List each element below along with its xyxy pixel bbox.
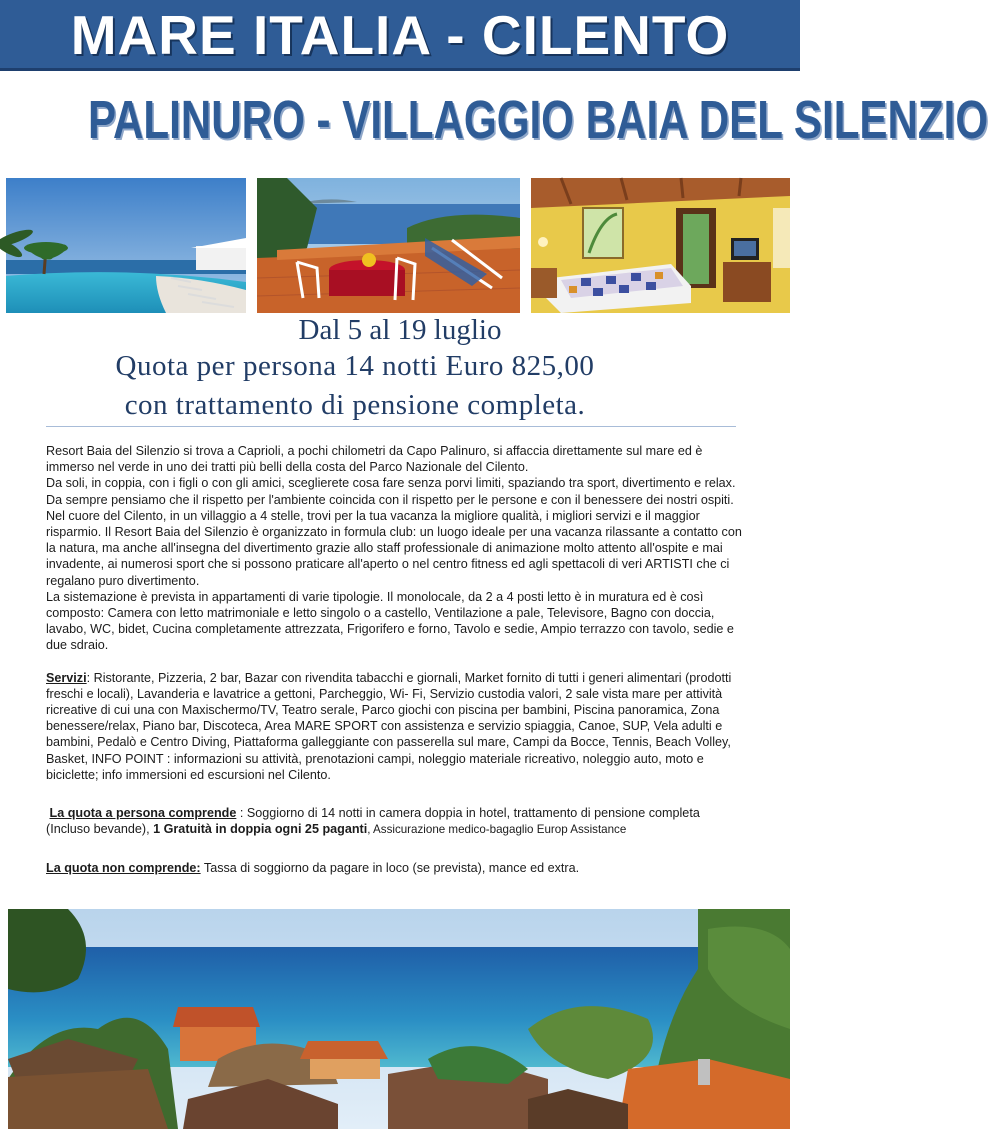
included-text: : Soggiorno di 14 notti in camera doppia in hotel, trattamento di pensione completa (Incluso bevande),: [46, 806, 700, 837]
offer-board: con trattamento di pensione completa.: [124, 389, 586, 421]
top-banner: [0, 0, 800, 71]
services-paragraph: [46, 670, 746, 783]
resort-title: PALINURO - VILLAGGIO BAIA DEL SILENZIO: [88, 90, 988, 150]
banner-title: MARE ITALIA - CILENTO: [70, 4, 730, 66]
terrace-photo: [257, 178, 520, 313]
description-section: [46, 443, 746, 877]
services-text: : Ristorante, Pizzeria, 2 bar, Bazar con rivendita tabacchi e giornali, Market fornito di tutti i generi alimentari (prodotti freschi e locali), Lavanderia e lavatrice a gettoni, Parcheggio, Wi- Fi, Servizio custodia valori, 2 sale vista mare per attività ricreative di cui una con Maxischermo/TV, Teatro serale, Parco giochi con piscina per bambini, Piscina panoramica, Zona benessere/relax, Piano bar, Discoteca, Area MARE SPORT con assistenza e servizio spiaggia, Canoe, SUP, Vela adulti e bambini, Pedalò e Centro Diving, Piattaforma galleggiante con passerella sul mare, Campi da Bocce, Tennis, Beach Volley, Basket, INFO POINT : informazioni su attività, prenotazioni campi, noleggio materiale ricreativo, noleggio auto, moto e biciclette; info immersioni ed escursioni nel Cilento.: [46, 670, 732, 782]
excluded-label: La quota non comprende:: [46, 861, 201, 876]
included-label: La quota a persona comprende: [49, 806, 237, 821]
bedroom-photo: [531, 178, 790, 313]
included-insurance: , Assicurazione medico-bagaglio Europ Assistance: [367, 823, 627, 837]
resort-panorama-photo: [8, 909, 790, 1129]
offer-price: Quota per persona 14 notti Euro 825,00: [115, 350, 595, 382]
divider: [46, 426, 736, 427]
description-activities: Da soli, in coppia, con i figli o con gli amici, sceglierete cosa fare senza porvi limiti, spaziando tra sport, divertimento e relax. Da sempre pensiamo che il rispetto per l'ambiente coincida con il rispetto per le persone e con il benessere dei nostri ospiti. Nel cuore del Cilento, in un villaggio a 4 stelle, trovi per la tua vacanza la migliore qualità, i migliori servizi e il maggior risparmio. Il Resort Baia del Silenzio è organizzato in formula club: un luogo ideale per una vacanza rilassante a contatto con la natura, ma anche all'insegna del divertimento grazie allo staff professionale di animazione molto attento all'ospite e mai invadente, ai numerosi sport che si possono praticare all'aperto o nel centro fitness ed agli spettacoli di veri ARTISTI che ci regalano puro divertimento.: [46, 476, 742, 588]
subtitle-banner: [0, 76, 988, 166]
included-paragraph: [46, 805, 746, 838]
offer-dates: Dal 5 al 19 luglio: [298, 314, 502, 346]
services-label: Servizi: [46, 670, 87, 685]
description-accommodation: La sistemazione è prevista in appartamenti di varie tipologie. Il monolocale, da 2 a 4 posti letto è in muratura ed è così composto: Camera con letto matrimoniale e letto singolo o a castello, Ventilazione a pale, Televisore, Bagno con doccia, lavabo, WC, bidet, Cucina completamente attrezzata, Frigorifero e forno, Tavolo e sedie, Ampio terrazzo con tavolo, sedie e due sdraio.: [46, 589, 734, 653]
description-intro: Resort Baia del Silenzio si trova a Caprioli, a pochi chilometri da Capo Palinuro, si affaccia direttamente sul mare ed è immerso nel verde in uno dei tratti più belli della costa del Parco Nazionale del Cilento.: [46, 444, 703, 475]
excluded-text: Tassa di soggiorno da pagare in loco (se prevista), mance ed extra.: [200, 861, 580, 876]
included-free-offer: 1 Gratuità in doppia ogni 25 paganti: [153, 822, 368, 837]
pool-photo: [6, 178, 246, 313]
excluded-paragraph: [46, 860, 746, 876]
